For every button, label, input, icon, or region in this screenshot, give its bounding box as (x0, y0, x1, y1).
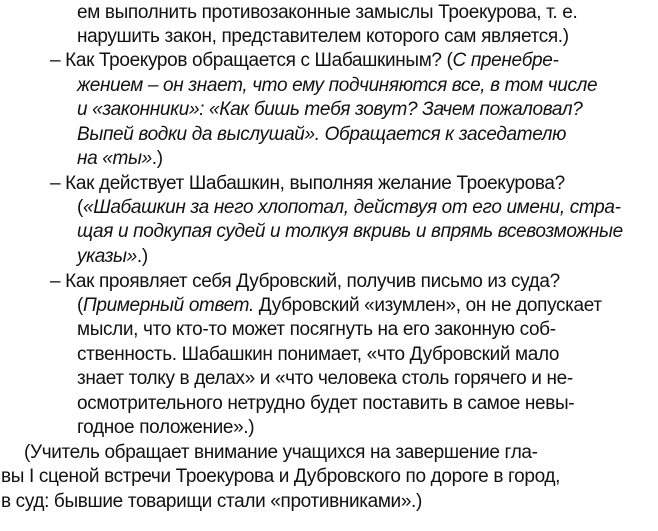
text-run: указы» (77, 246, 137, 267)
text-run: жением – он знает, что ему подчиняются все, в том числе (77, 75, 598, 96)
text-run: ственность. Шабашкин понимает, «что Дубровский мало (77, 344, 560, 365)
answer-line-6 (77, 220, 623, 244)
text-run: нарушить закон, представителем которого сам является.) (77, 26, 569, 47)
question-line-2 (50, 172, 565, 196)
text-run: и «законники»: «Как бишь тебя зовут? Зачем пожаловал? (77, 99, 583, 120)
answer-line-1 (77, 74, 597, 98)
teacher-note-line-1 (24, 441, 538, 465)
text-run: – Как действует Шабашкин, выполняя желание Троекурова? (50, 173, 565, 194)
text-run: в суд: бывшие товарищи стали «противниками».) (1, 491, 422, 512)
text-line-1 (77, 1, 577, 25)
answer-line-5 (77, 196, 621, 220)
answer-line-4 (77, 147, 163, 171)
text-run: – Как Троекуров обращается с Шабашкиным? ( (50, 50, 453, 71)
text-run: – Как проявляет себя Дубровский, получив письмо из суда? (50, 271, 560, 292)
text-run: ( (77, 295, 83, 316)
text-run: на «ты» (77, 148, 152, 169)
question-line-1 (50, 49, 558, 73)
answer-line-10 (77, 343, 559, 367)
answer-line-2 (77, 98, 582, 122)
answer-line-3 (77, 123, 566, 147)
text-run: ем выполнить противозаконные замыслы Троекурова, т. е. (77, 2, 578, 23)
answer-line-12 (77, 392, 574, 416)
answer-line-11 (77, 367, 573, 391)
text-run: Выпей водки да выслушай». Обращается к заседателю (77, 124, 567, 145)
text-run: мысли, что кто-то может посягнуть на его законную соб- (77, 319, 556, 340)
text-run: осмотрительного нетрудно будет поставить в самое невы- (77, 393, 575, 414)
answer-line-8 (77, 294, 602, 318)
text-run: «Шабашкин за него хлопотал, действуя от его имени, стра- (82, 197, 621, 218)
teacher-note-line-2 (1, 465, 560, 489)
text-run: С пренебре- (452, 50, 559, 71)
text-run: .) (151, 148, 163, 169)
text-run: знает толку в делах» и «что человека столь горячего и не- (77, 368, 573, 389)
answer-line-13 (77, 416, 254, 440)
text-run: Примерный ответ. (82, 295, 254, 316)
text-run: щая и подкупая судей и толкуя вкривь и впрямь всевозможные (77, 221, 623, 242)
text-line-2 (77, 25, 569, 49)
text-run: Дубровский «изумлен», он не допускает (253, 295, 602, 316)
text-run: вы I сценой встречи Троекурова и Дубровского по дороге в город, (1, 466, 561, 487)
text-run: (Учитель обращает внимание учащихся на завершение гла- (24, 442, 538, 463)
text-run: ( (77, 197, 83, 218)
answer-line-9 (77, 318, 556, 342)
answer-line-7 (77, 245, 148, 269)
text-run: .) (136, 246, 148, 267)
teacher-note-line-3 (1, 490, 422, 514)
text-run: годное положение».) (77, 417, 255, 438)
question-line-3 (50, 270, 560, 294)
